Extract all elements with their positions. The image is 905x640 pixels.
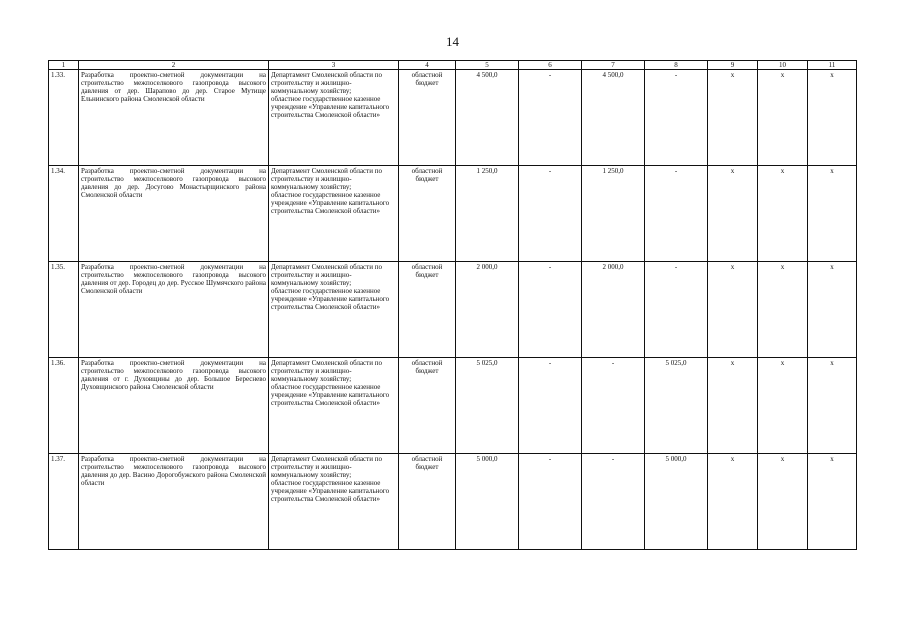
- column-header: 9: [708, 61, 758, 70]
- row-col7: -: [582, 358, 645, 454]
- row-col11: x: [808, 358, 857, 454]
- column-header: 2: [79, 61, 269, 70]
- column-header: 1: [49, 61, 79, 70]
- row-number: 1.34.: [49, 166, 79, 262]
- row-col9: x: [708, 70, 758, 166]
- row-total: 2 000,0: [456, 262, 519, 358]
- row-budget: областной бюджет: [399, 70, 456, 166]
- row-total: 4 500,0: [456, 70, 519, 166]
- page-number: 14: [446, 34, 459, 49]
- row-number: 1.35.: [49, 262, 79, 358]
- row-executor: Департамент Смоленской области по строительству и жилищно-коммунальному хозяйству; областное государственное казенное учреждение «Управление капитального строительства Смоленской области»: [269, 454, 399, 550]
- row-col6: -: [519, 166, 582, 262]
- row-col11: x: [808, 262, 857, 358]
- row-executor: Департамент Смоленской области по строительству и жилищно-коммунальному хозяйству; областное государственное казенное учреждение «Управление капитального строительства Смоленской области»: [269, 166, 399, 262]
- row-number: 1.33.: [49, 70, 79, 166]
- table-row: [49, 262, 857, 358]
- row-col11: x: [808, 166, 857, 262]
- row-number: 1.37.: [49, 454, 79, 550]
- row-col9: x: [708, 262, 758, 358]
- column-header: 3: [269, 61, 399, 70]
- row-total: 1 250,0: [456, 166, 519, 262]
- column-header: 5: [456, 61, 519, 70]
- header-row: [49, 61, 857, 70]
- table-row: [49, 166, 857, 262]
- column-header: 11: [808, 61, 857, 70]
- table-row: [49, 358, 857, 454]
- row-col10: x: [758, 262, 808, 358]
- row-budget: областной бюджет: [399, 262, 456, 358]
- row-col8: -: [645, 166, 708, 262]
- row-col6: -: [519, 262, 582, 358]
- row-budget: областной бюджет: [399, 454, 456, 550]
- column-header: 8: [645, 61, 708, 70]
- row-col8: -: [645, 70, 708, 166]
- row-executor: Департамент Смоленской области по строительству и жилищно-коммунальному хозяйству; областное государственное казенное учреждение «Управление капитального строительства Смоленской области»: [269, 262, 399, 358]
- column-header: 7: [582, 61, 645, 70]
- row-col7: -: [582, 454, 645, 550]
- row-col7: 1 250,0: [582, 166, 645, 262]
- row-col9: x: [708, 358, 758, 454]
- row-col6: -: [519, 358, 582, 454]
- row-budget: областной бюджет: [399, 358, 456, 454]
- row-col10: x: [758, 166, 808, 262]
- row-col11: x: [808, 454, 857, 550]
- column-header: 6: [519, 61, 582, 70]
- row-col9: x: [708, 454, 758, 550]
- row-col7: 2 000,0: [582, 262, 645, 358]
- row-executor: Департамент Смоленской области по строительству и жилищно-коммунальному хозяйству; областное государственное казенное учреждение «Управление капитального строительства Смоленской области»: [269, 358, 399, 454]
- row-col10: x: [758, 358, 808, 454]
- column-header: 10: [758, 61, 808, 70]
- row-total: 5 025,0: [456, 358, 519, 454]
- row-col10: x: [758, 454, 808, 550]
- row-col6: -: [519, 454, 582, 550]
- row-total: 5 000,0: [456, 454, 519, 550]
- row-budget: областной бюджет: [399, 166, 456, 262]
- row-number: 1.36.: [49, 358, 79, 454]
- row-col11: x: [808, 70, 857, 166]
- row-description: Разработка проектно-сметной документации на строительство межпоселкового газопровода высокого давления от г. Духовщины до дер. Большое Береснево Духовщинского района Смоленской области: [79, 358, 269, 454]
- row-col9: x: [708, 166, 758, 262]
- row-col6: -: [519, 70, 582, 166]
- row-description: Разработка проектно-сметной документации на строительство межпоселкового газопровода высокого давления от дер. Городец до дер. Русское Шумячского района Смоленской области: [79, 262, 269, 358]
- row-col8: 5 025,0: [645, 358, 708, 454]
- row-executor: Департамент Смоленской области по строительству и жилищно-коммунальному хозяйству; областное государственное казенное учреждение «Управление капитального строительства Смоленской области»: [269, 70, 399, 166]
- row-description: Разработка проектно-сметной документации на строительство межпоселкового газопровода высокого давления от дер. Шарапово до дер. Старое Мутище Ельнинского района Смоленской области: [79, 70, 269, 166]
- row-description: Разработка проектно-сметной документации на строительство межпоселкового газопровода высокого давления до дер. Васино Дорогобужского района Смоленской области: [79, 454, 269, 550]
- row-col8: 5 000,0: [645, 454, 708, 550]
- row-col8: -: [645, 262, 708, 358]
- row-col10: x: [758, 70, 808, 166]
- row-col7: 4 500,0: [582, 70, 645, 166]
- table-row: [49, 70, 857, 166]
- program-table: [48, 60, 857, 550]
- row-description: Разработка проектно-сметной документации на строительство межпоселкового газопровода высокого давления до дер. Досугово Монастырщинского района Смоленской области: [79, 166, 269, 262]
- table-row: [49, 454, 857, 550]
- column-header: 4: [399, 61, 456, 70]
